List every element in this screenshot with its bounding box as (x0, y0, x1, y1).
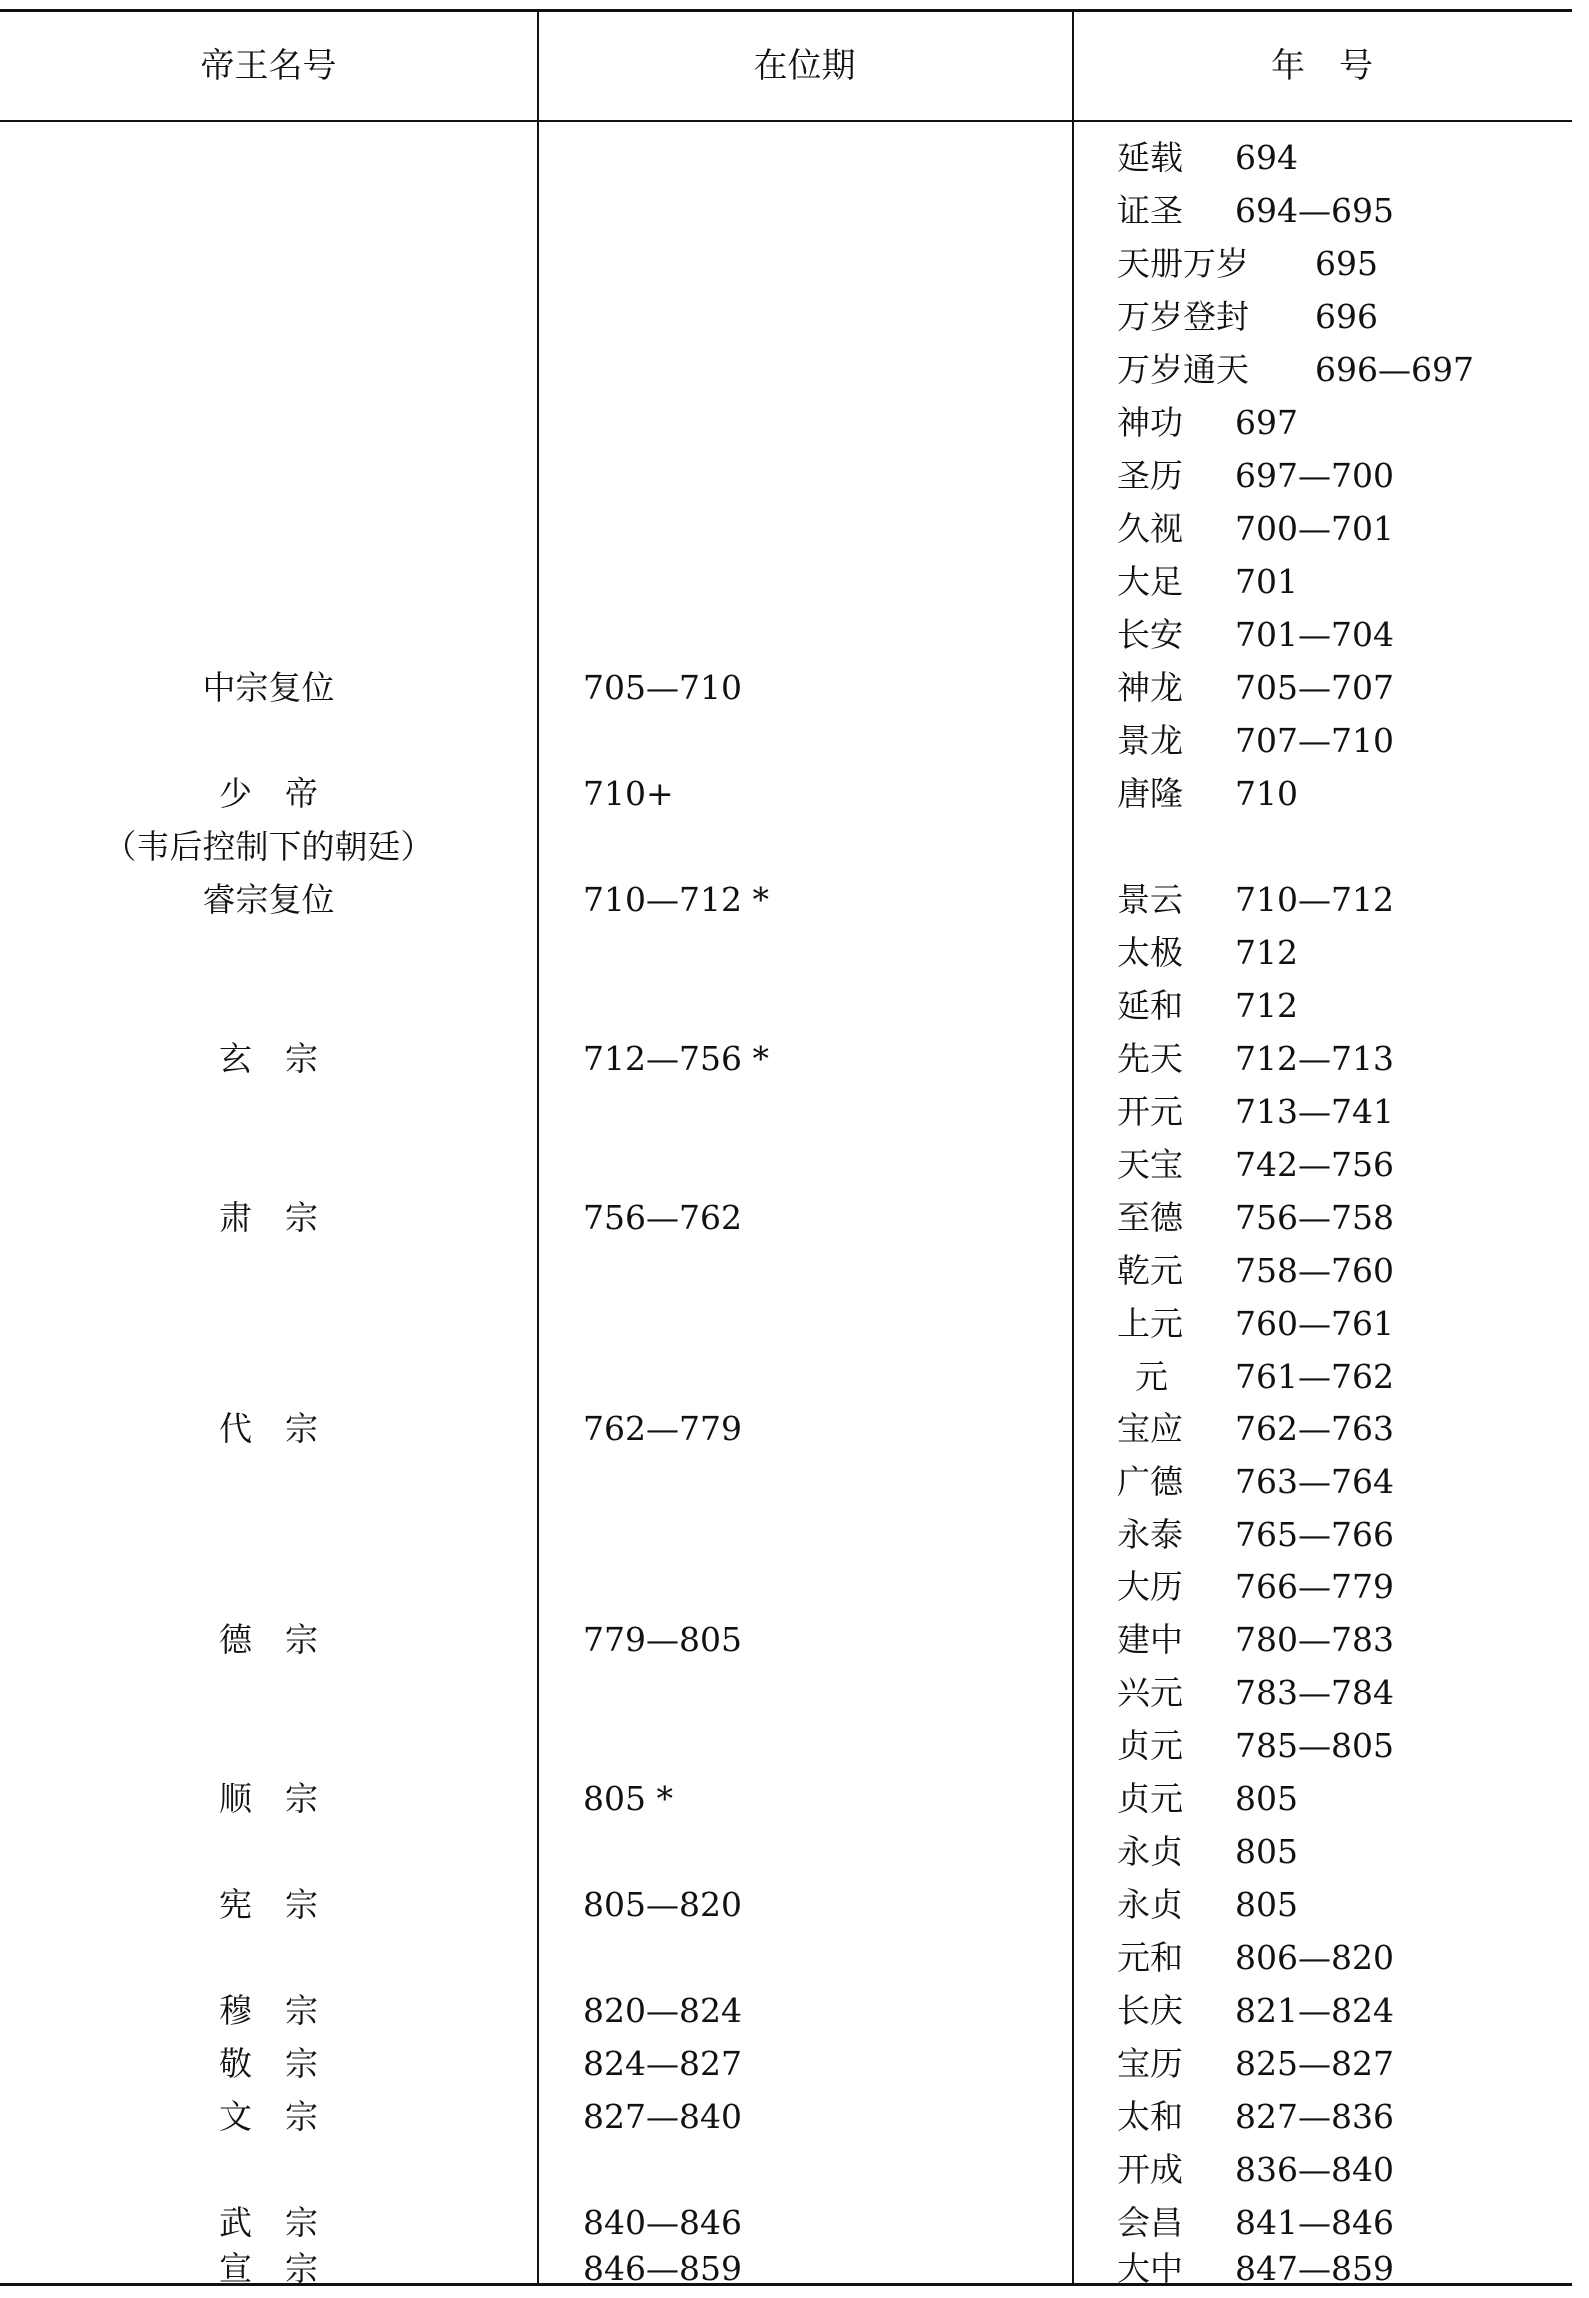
era-years: 756—758 (1235, 1198, 1394, 1237)
era-years: 694 (1235, 138, 1298, 177)
emperor-name: 德 宗 (219, 1620, 318, 1659)
era-name: 天册万岁 (1117, 244, 1249, 283)
era-name: 长安 (1117, 615, 1183, 654)
era-years: 806—820 (1235, 1938, 1394, 1977)
reign-period: 840—846 (583, 2203, 742, 2242)
emperor-name: 敬 宗 (219, 2044, 318, 2083)
era-years: 761—762 (1235, 1357, 1394, 1396)
header-emperor: 帝王名号 (200, 46, 337, 86)
era-name: 宝应 (1117, 1409, 1183, 1448)
era-years: 697—700 (1235, 456, 1394, 495)
era-name: 永贞 (1117, 1832, 1183, 1871)
era-years: 780—783 (1235, 1620, 1394, 1659)
emperor-name: 代 宗 (219, 1409, 318, 1448)
column-divider-1 (537, 11, 539, 2285)
era-years: 712 (1235, 986, 1298, 1025)
era-years: 694—695 (1235, 191, 1394, 230)
header-reign: 在位期 (753, 46, 856, 86)
era-name: 至德 (1117, 1198, 1183, 1237)
era-name: 永贞 (1117, 1885, 1183, 1924)
era-years: 710 (1235, 774, 1298, 813)
era-name: 长庆 (1117, 1991, 1183, 2030)
emperor-name: 睿宗复位 (202, 880, 335, 919)
reign-period: 805—820 (583, 1885, 742, 1924)
table-bottom-rule (0, 2283, 1572, 2286)
era-name: 元 (1135, 1357, 1168, 1396)
era-name: 太和 (1117, 2097, 1183, 2136)
era-years: 760—761 (1235, 1304, 1394, 1343)
era-name: 景龙 (1117, 721, 1183, 760)
era-years: 713—741 (1235, 1092, 1394, 1131)
era-name: 神龙 (1117, 668, 1183, 707)
era-name: 久视 (1117, 509, 1183, 548)
reign-period: 712—756 * (583, 1039, 769, 1078)
column-divider-2 (1072, 11, 1074, 2285)
reign-period: 710+ (583, 774, 674, 813)
era-years: 701 (1235, 562, 1298, 601)
era-name: 宝历 (1117, 2044, 1183, 2083)
emperor-name: 少 帝 (219, 774, 318, 813)
era-years: 827—836 (1235, 2097, 1394, 2136)
reign-period: 805 * (583, 1779, 673, 1818)
era-years: 805 (1235, 1779, 1298, 1818)
era-years: 821—824 (1235, 1991, 1394, 2030)
era-years: 805 (1235, 1832, 1298, 1871)
emperor-name: 宣 宗 (219, 2249, 318, 2283)
table-top-rule (0, 9, 1572, 12)
era-years: 700—701 (1235, 509, 1394, 548)
era-name: 唐隆 (1117, 774, 1183, 813)
emperor-name: 宪 宗 (219, 1885, 318, 1924)
era-years: 783—784 (1235, 1673, 1394, 1712)
reign-period: 779—805 (583, 1620, 742, 1659)
era-name: 大足 (1117, 562, 1183, 601)
era-name: 万岁通天 (1117, 350, 1249, 389)
era-name: 先天 (1117, 1039, 1183, 1078)
era-name: 建中 (1117, 1620, 1183, 1659)
reign-period: 705—710 (583, 668, 742, 707)
era-name: 神功 (1117, 403, 1183, 442)
era-name: 贞元 (1117, 1779, 1183, 1818)
era-name: 开元 (1117, 1092, 1183, 1131)
header-bottom-rule (0, 120, 1572, 122)
emperor-name: 玄 宗 (219, 1039, 318, 1078)
era-name: 开成 (1117, 2150, 1183, 2189)
reign-period: 820—824 (583, 1991, 742, 2030)
emperor-name: 顺 宗 (219, 1779, 318, 1818)
era-years: 712—713 (1235, 1039, 1394, 1078)
era-years: 712 (1235, 933, 1298, 972)
era-years: 785—805 (1235, 1726, 1394, 1765)
era-years: 696—697 (1315, 350, 1474, 389)
era-name: 贞元 (1117, 1726, 1183, 1765)
era-name: 乾元 (1117, 1251, 1183, 1290)
era-name: 永泰 (1117, 1515, 1183, 1554)
reign-period: 756—762 (583, 1198, 742, 1237)
era-name: 上元 (1117, 1304, 1183, 1343)
era-years: 763—764 (1235, 1462, 1394, 1501)
reign-period: 824—827 (583, 2044, 742, 2083)
era-years: 701—704 (1235, 615, 1394, 654)
era-name: 元和 (1117, 1938, 1183, 1977)
reign-period: 710—712 * (583, 880, 769, 919)
era-years: 847—859 (1235, 2249, 1394, 2283)
era-years: 805 (1235, 1885, 1298, 1924)
era-years: 758—760 (1235, 1251, 1394, 1290)
era-years: 825—827 (1235, 2044, 1394, 2083)
era-years: 707—710 (1235, 721, 1394, 760)
era-name: 景云 (1117, 880, 1183, 919)
emperor-name: 武 宗 (219, 2203, 318, 2242)
reign-period: 762—779 (583, 1409, 742, 1448)
emperor-name: 文 宗 (219, 2097, 318, 2136)
era-years: 697 (1235, 403, 1298, 442)
era-years: 836—840 (1235, 2150, 1394, 2189)
era-years: 710—712 (1235, 880, 1394, 919)
emperor-name: 中宗复位 (202, 668, 335, 707)
era-name: 大历 (1117, 1567, 1183, 1606)
reign-period: 846—859 (583, 2249, 742, 2283)
era-years: 841—846 (1235, 2203, 1394, 2242)
era-years: 762—763 (1235, 1409, 1394, 1448)
era-years: 765—766 (1235, 1515, 1394, 1554)
era-name: 天宝 (1117, 1145, 1183, 1184)
era-years: 705—707 (1235, 668, 1394, 707)
emperor-note: （韦后控制下的朝廷） (103, 827, 434, 866)
era-years: 742—756 (1235, 1145, 1394, 1184)
era-name: 太极 (1117, 933, 1183, 972)
era-years: 695 (1315, 244, 1378, 283)
emperor-name: 肃 宗 (219, 1198, 318, 1237)
era-name: 延载 (1117, 138, 1183, 177)
emperor-name: 穆 宗 (219, 1991, 318, 2030)
era-name: 圣历 (1117, 456, 1183, 495)
era-name: 会昌 (1117, 2203, 1183, 2242)
era-name: 万岁登封 (1117, 297, 1249, 336)
era-years: 696 (1315, 297, 1378, 336)
era-years: 766—779 (1235, 1567, 1394, 1606)
header-era: 年 号 (1271, 46, 1373, 86)
reign-period: 827—840 (583, 2097, 742, 2136)
era-name: 兴元 (1117, 1673, 1183, 1712)
era-name: 延和 (1117, 986, 1183, 1025)
era-name: 证圣 (1117, 191, 1183, 230)
era-name: 广德 (1117, 1462, 1183, 1501)
era-name: 大中 (1117, 2249, 1183, 2283)
